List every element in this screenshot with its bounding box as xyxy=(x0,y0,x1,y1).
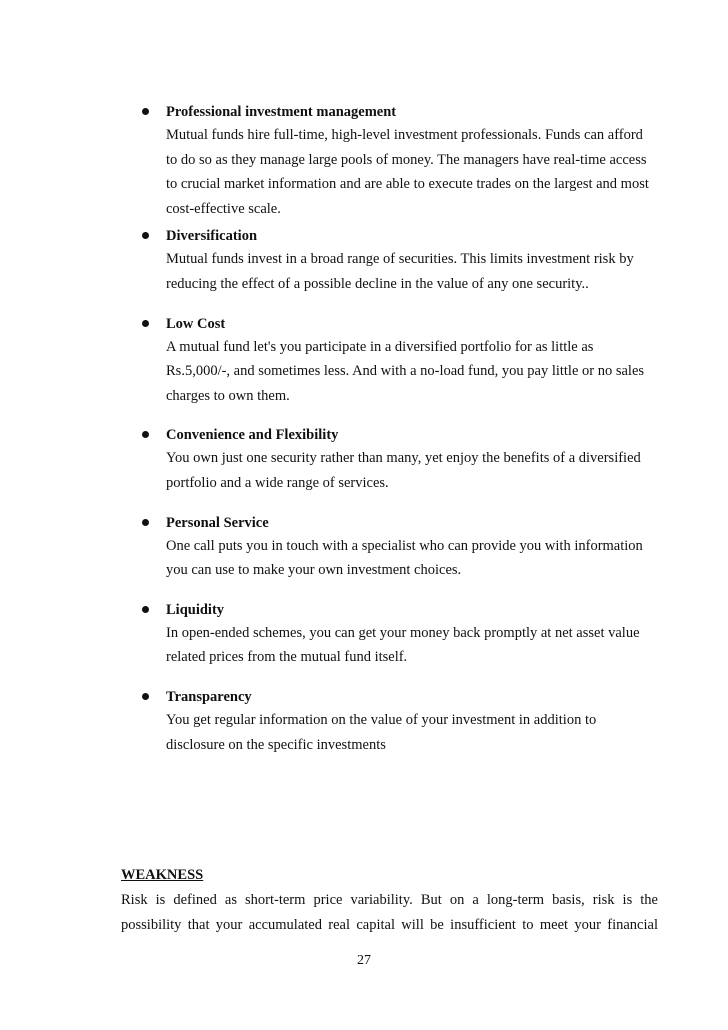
list-item-convenience xyxy=(0,426,656,495)
item-title: Liquidity xyxy=(166,601,225,618)
bullet-icon xyxy=(142,431,149,438)
item-text: Mutual funds invest in a broad range of securities. This limits investment risk by reducing the effect of a possible decline in the value of any one security.. xyxy=(166,251,634,292)
bullet-icon xyxy=(142,693,149,700)
item-title: Low Cost xyxy=(166,315,226,332)
list-item-personal-service xyxy=(0,514,656,583)
weakness-section xyxy=(121,866,658,938)
bullet-icon xyxy=(142,232,149,239)
item-text: A mutual fund let's you participate in a diversified portfolio for as little as Rs.5,000/-, and sometimes less. And with a no-load fund, you pay little or no sales charges to own them. xyxy=(166,338,645,404)
item-text: You own just one security rather than many, yet enjoy the benefits of a diversified portfolio and a wide range of services. xyxy=(166,450,641,491)
bullet-icon xyxy=(142,606,149,613)
item-title: Convenience and Flexibility xyxy=(166,427,339,444)
section-paragraph: Risk is defined as short-term price variability. But on a long-term basis, risk is the possibility that your accumulated real capital will be insufficient to meet your financial xyxy=(121,892,658,933)
item-title: Professional investment management xyxy=(166,104,397,120)
bullet-icon xyxy=(142,108,149,115)
item-title: Transparency xyxy=(166,688,252,705)
page-number: 27 xyxy=(357,953,371,968)
list-item-low-cost xyxy=(0,315,656,409)
item-text: In open-ended schemes, you can get your money back promptly at net asset value related prices from the mutual fund itself. xyxy=(166,624,640,666)
item-title: Diversification xyxy=(166,228,258,245)
list-item-diversification xyxy=(0,227,656,296)
bullet-icon xyxy=(142,320,149,327)
benefits-list xyxy=(0,103,728,757)
item-title: Personal Service xyxy=(166,514,269,531)
list-item-transparency xyxy=(0,688,656,757)
section-heading: WEAKNESS xyxy=(121,867,204,883)
list-item-liquidity xyxy=(0,601,656,670)
item-text: One call puts you in touch with a specialist who can provide you with information you can use to make your own investment choices. xyxy=(166,537,643,579)
item-text: Mutual funds hire full-time, high-level investment professionals. Funds can afford to do so as they manage large pools of money. The managers have real-time access to crucial market information and are able to execute trades on the largest and most cost-effective scale. xyxy=(166,127,649,217)
list-item-professional-management xyxy=(0,103,656,221)
bullet-icon xyxy=(142,519,149,526)
item-text: You get regular information on the value of your investment in addition to disclosure on the specific investments xyxy=(166,711,597,753)
